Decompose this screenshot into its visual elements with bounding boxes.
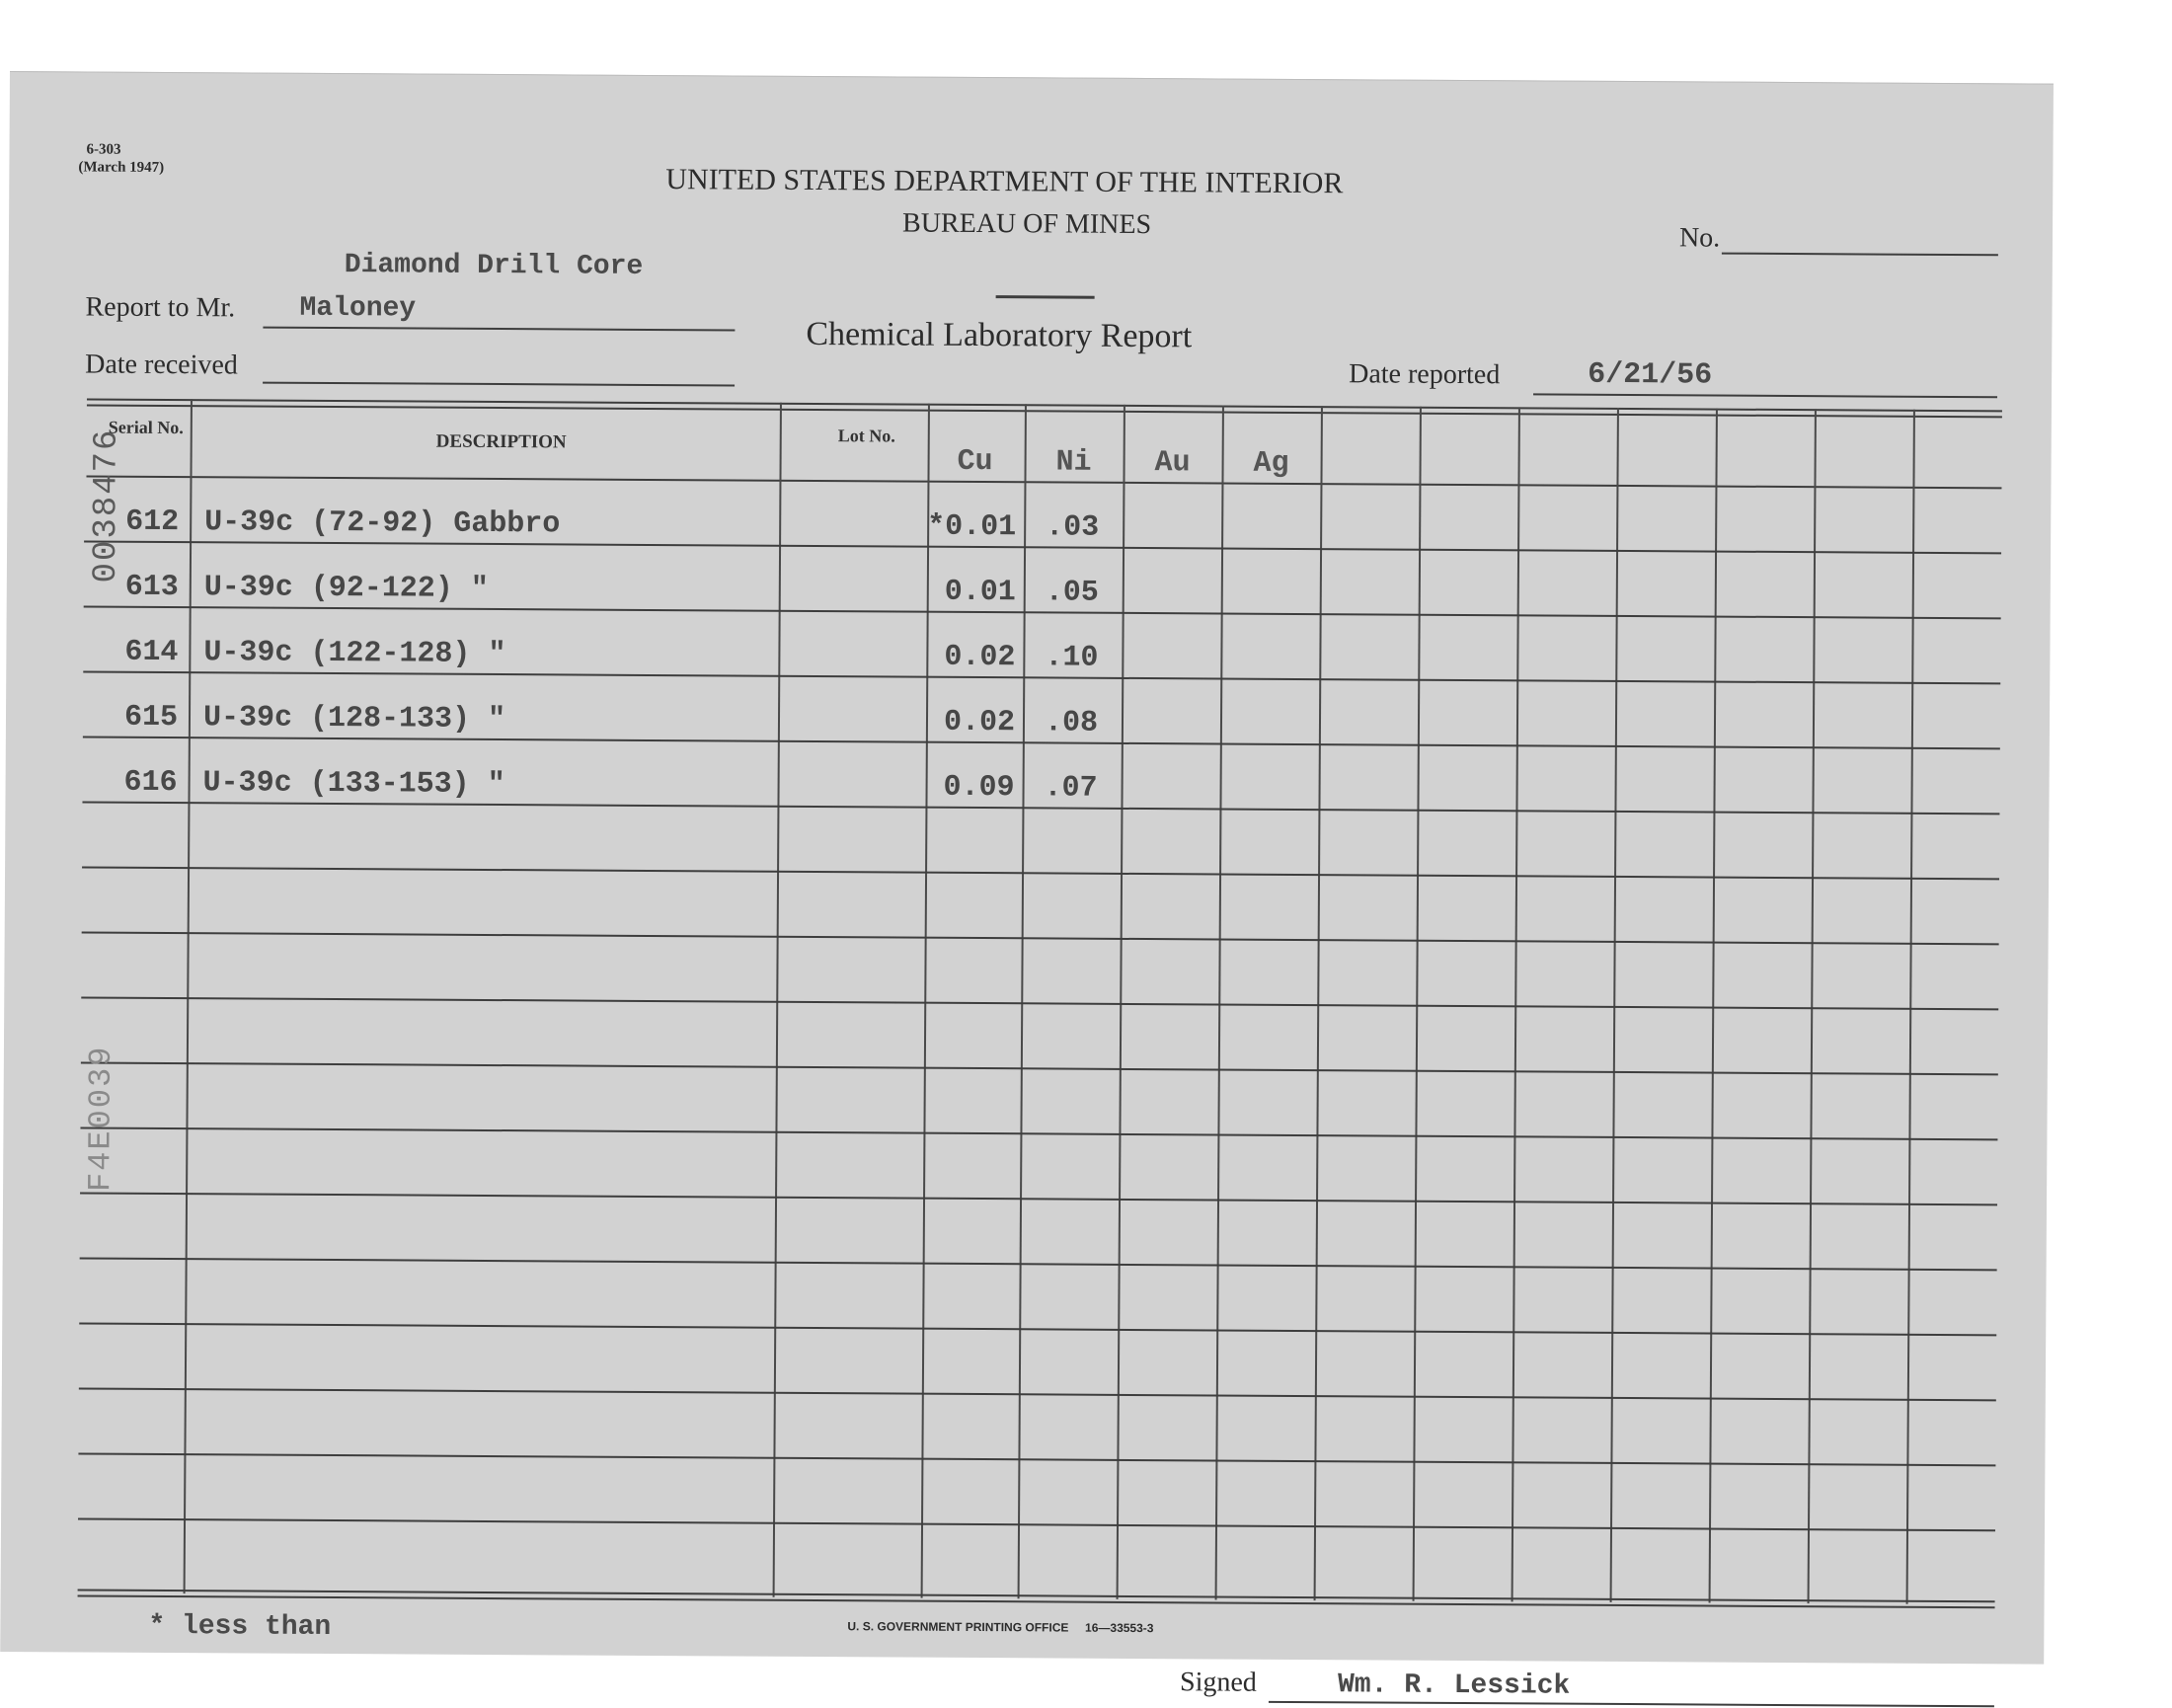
cell-ni: .10 xyxy=(1045,641,1099,675)
row-rule xyxy=(84,605,2001,619)
header-ni: Ni xyxy=(1055,445,1092,480)
row-rule xyxy=(78,1452,1995,1466)
cell-cu: *0.01 xyxy=(927,509,1017,545)
cell-ni: .08 xyxy=(1044,706,1099,740)
row-rule xyxy=(82,866,1999,880)
row-rule xyxy=(82,801,1999,815)
no-label: No. xyxy=(1678,222,1721,254)
row-rule xyxy=(82,931,1999,945)
date-reported-value: 6/21/56 xyxy=(1588,357,1713,393)
row-rule xyxy=(80,1126,1997,1140)
archive-stamp-top: 0038476 xyxy=(87,427,126,583)
cell-serial: 616 xyxy=(123,765,178,801)
report-to-line xyxy=(263,327,735,332)
form-date: (March 1947) xyxy=(78,159,165,176)
cell-ni: .03 xyxy=(1046,510,1100,545)
date-received-label: Date received xyxy=(85,349,238,381)
cell-cu: 0.02 xyxy=(944,640,1016,675)
signed-value: Wm. R. Lessick xyxy=(1337,1669,1571,1702)
printer-line: U. S. GOVERNMENT PRINTING OFFICE 16—33553-3 xyxy=(847,1619,1154,1636)
header-serial: Serial No. xyxy=(108,417,184,438)
row-rule xyxy=(79,1387,1996,1401)
date-reported-line xyxy=(1533,393,1997,398)
title-rule xyxy=(996,295,1095,299)
cell-serial: 614 xyxy=(124,635,179,670)
cell-cu: 0.02 xyxy=(943,705,1016,740)
cell-description: U-39c (133-153) " xyxy=(202,766,505,803)
cell-description: U-39c (122-128) " xyxy=(203,636,506,672)
cell-serial: 613 xyxy=(124,570,179,605)
bureau-title: BUREAU OF MINES xyxy=(901,207,1152,241)
report-to-value: Maloney xyxy=(299,292,417,325)
header-lot: Lot No. xyxy=(837,426,895,446)
row-rule xyxy=(80,1257,1997,1271)
row-rule xyxy=(81,1061,1998,1075)
row-rule xyxy=(83,736,2000,749)
cell-description: U-39c (72-92) Gabbro xyxy=(204,505,561,542)
cell-ni: .07 xyxy=(1044,771,1098,806)
row-rule xyxy=(78,1517,1995,1531)
no-field-line xyxy=(1722,253,1998,257)
row-rule xyxy=(80,1192,1997,1205)
report-title: Chemical Laboratory Report xyxy=(806,315,1193,355)
cell-description: U-39c (92-122) " xyxy=(203,571,489,606)
row-rule xyxy=(83,670,2000,684)
footnote: * less than xyxy=(148,1610,332,1644)
header-cu: Cu xyxy=(957,444,993,480)
header-description: DESCRIPTION xyxy=(435,430,567,453)
form-code: 6-303 xyxy=(86,141,121,158)
row-rule xyxy=(81,996,1998,1010)
row-rule xyxy=(84,540,2001,554)
signed-label: Signed xyxy=(1179,1667,1257,1698)
cell-serial: 612 xyxy=(125,505,180,540)
cell-cu: 0.01 xyxy=(944,575,1016,610)
header-ag: Ag xyxy=(1253,446,1289,481)
header-au: Au xyxy=(1154,446,1191,481)
date-reported-label: Date reported xyxy=(1349,358,1501,391)
cell-ni: .05 xyxy=(1045,576,1099,610)
report-to-label: Report to Mr. xyxy=(85,291,236,324)
cell-cu: 0.09 xyxy=(943,770,1015,806)
department-title: UNITED STATES DEPARTMENT OF THE INTERIOR xyxy=(665,163,1344,200)
table-bottom-rule-2 xyxy=(78,1594,1995,1608)
sample-type: Diamond Drill Core xyxy=(344,250,644,282)
cell-serial: 615 xyxy=(123,700,179,736)
date-received-line xyxy=(263,382,735,387)
archive-stamp-bottom: F4E0039 xyxy=(82,1045,119,1193)
report-sheet xyxy=(0,71,2054,1702)
row-rule xyxy=(79,1322,1996,1336)
signature-line xyxy=(1269,1701,1994,1707)
cell-description: U-39c (128-133) " xyxy=(202,701,506,738)
